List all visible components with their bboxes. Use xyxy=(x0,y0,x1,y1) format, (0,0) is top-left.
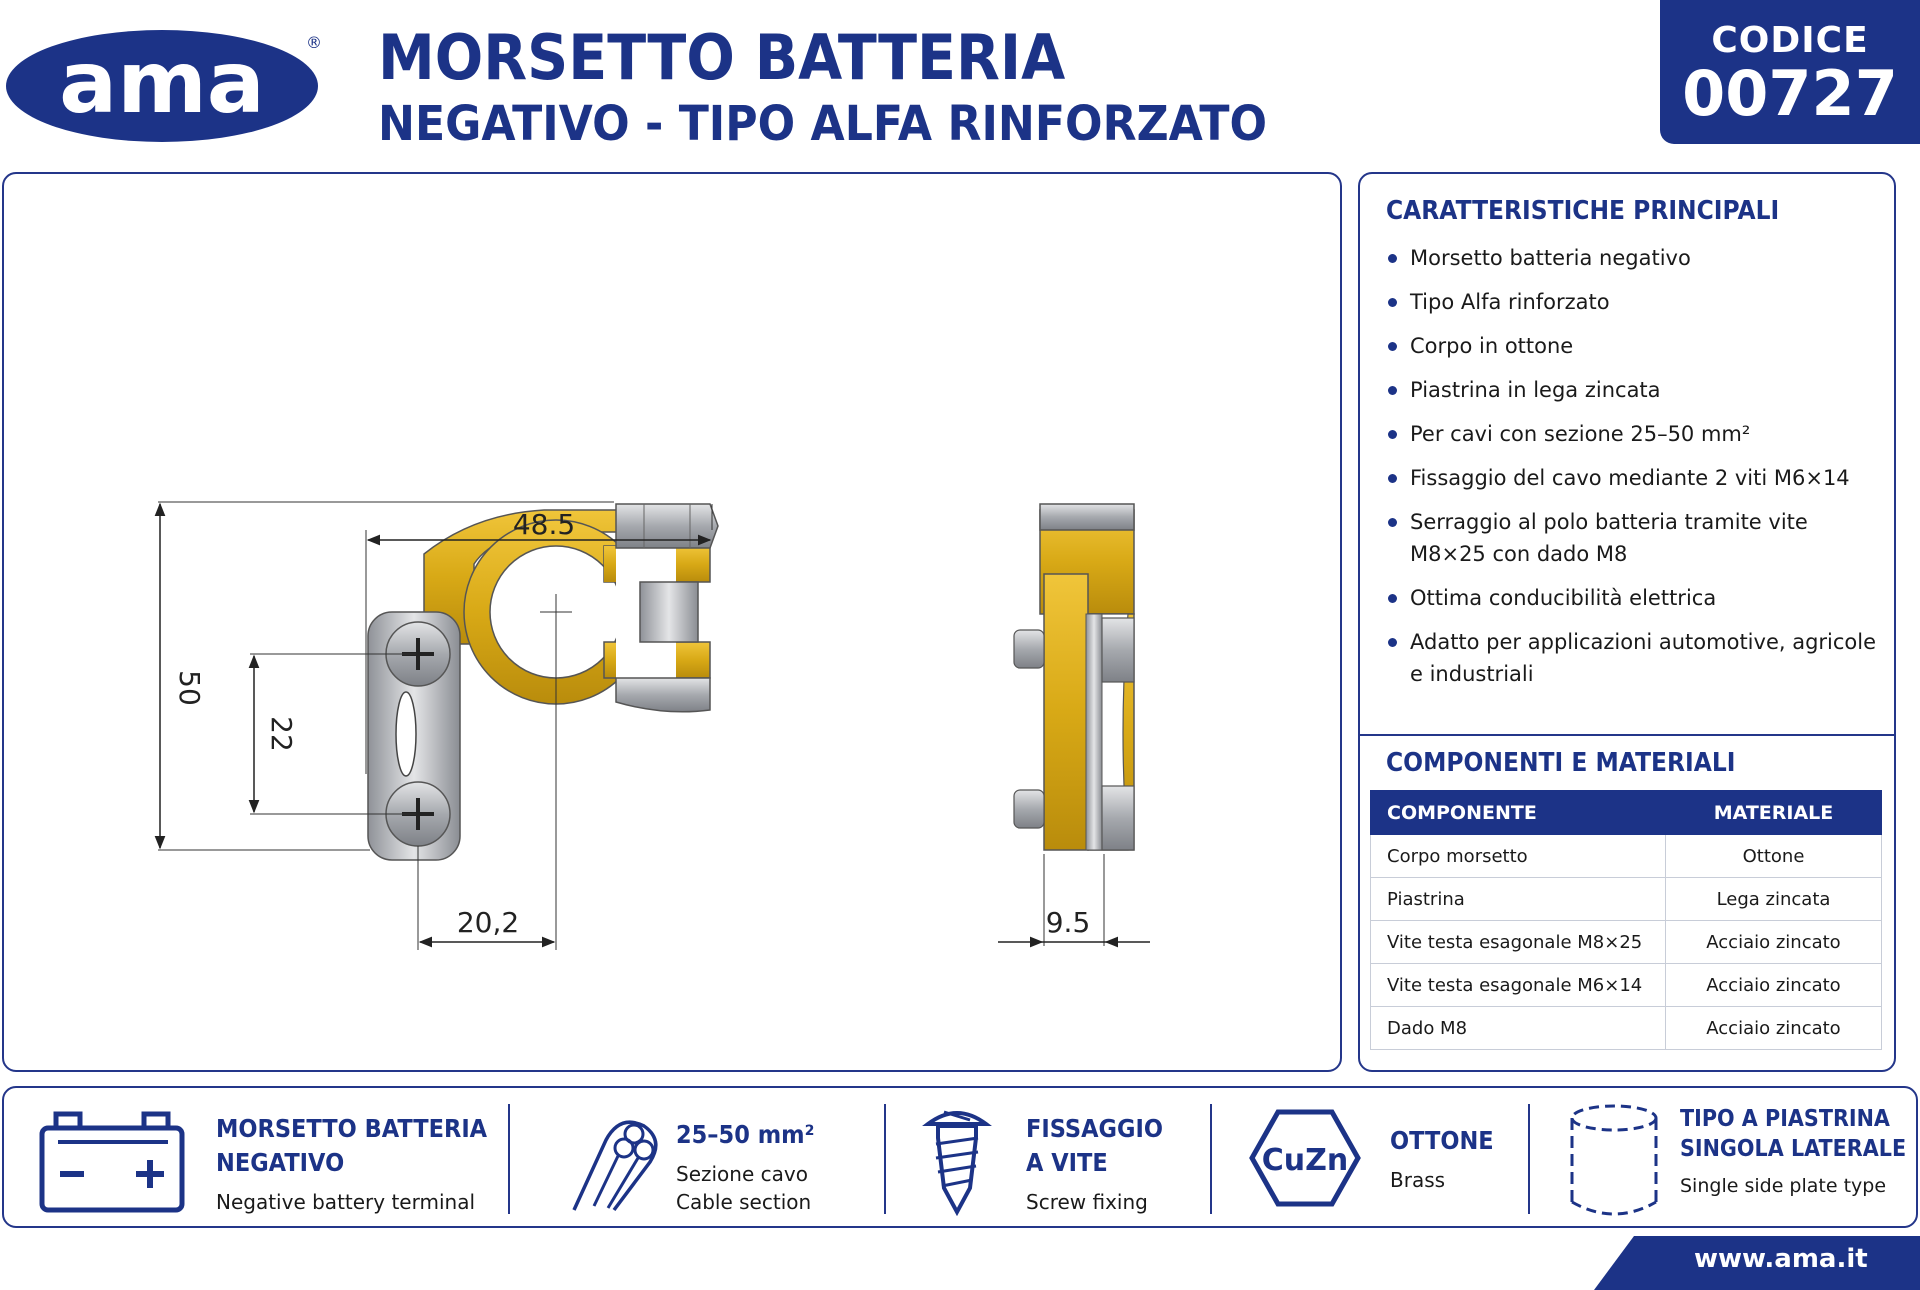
battery-sub: Negative battery terminal xyxy=(216,1190,476,1214)
material-cell: Acciaio zincato xyxy=(1666,921,1882,964)
dim-height-label: 50 xyxy=(173,670,206,706)
cuzn-badge-text: CuZn xyxy=(1261,1143,1349,1178)
battery-title-1: MORSETTO BATTERIA xyxy=(216,1114,488,1143)
side-view xyxy=(998,504,1150,1018)
technical-drawing xyxy=(4,174,1340,1070)
feature-item: Per cavi con sezione 25–50 mm² xyxy=(1386,418,1886,450)
col-material-header: MATERIALE xyxy=(1666,791,1882,835)
features-title: CARATTERISTICHE PRINCIPALI xyxy=(1386,196,1780,226)
panel-divider xyxy=(1360,734,1894,736)
cable-sub-1: Sezione cavo xyxy=(676,1162,808,1186)
feature-item: Ottima conducibilità elettrica xyxy=(1386,582,1886,614)
feature-strip xyxy=(2,1086,1918,1228)
feature-item: Tipo Alfa rinforzato xyxy=(1386,286,1886,318)
registered-mark: ® xyxy=(306,33,322,52)
cable-title: 25–50 mm² xyxy=(676,1120,815,1149)
component-cell: Corpo morsetto xyxy=(1371,835,1666,878)
feature-item: Serraggio al polo batteria tramite vite M8×25 con dado M8 xyxy=(1386,506,1886,570)
brass-title: OTTONE xyxy=(1390,1126,1494,1155)
screw-sub: Screw fixing xyxy=(1026,1190,1148,1214)
component-cell: Vite testa esagonale M6×14 xyxy=(1371,964,1666,1007)
screw-title-1: FISSAGGIO xyxy=(1026,1114,1163,1143)
product-code-box xyxy=(1660,0,1920,144)
code-label: CODICE xyxy=(1711,20,1869,61)
ama-logo xyxy=(4,26,326,144)
header-title xyxy=(378,22,1344,154)
front-view xyxy=(158,502,718,950)
components-table xyxy=(1370,790,1882,1050)
material-cell: Acciaio zincato xyxy=(1666,964,1882,1007)
table-row xyxy=(1371,921,1882,964)
table-row xyxy=(1371,964,1882,1007)
plate-sub: Single side plate type xyxy=(1680,1175,1887,1197)
material-cell: Ottone xyxy=(1666,835,1882,878)
separator xyxy=(1528,1104,1530,1214)
screw-icon xyxy=(922,1104,992,1216)
separator xyxy=(508,1104,510,1214)
table-header-row xyxy=(1371,791,1882,835)
title-line-2: NEGATIVO - TIPO ALFA RINFORZATO xyxy=(378,96,1268,152)
code-value: 00727 xyxy=(1682,57,1898,130)
components-title: COMPONENTI E MATERIALI xyxy=(1386,748,1736,778)
plate-cylinder-icon xyxy=(1566,1102,1662,1218)
brass-sub: Brass xyxy=(1390,1168,1446,1192)
plate-title-2: SINGOLA LATERALE xyxy=(1680,1136,1907,1162)
col-component-header: COMPONENTE xyxy=(1371,791,1666,835)
hexagon-badge-icon xyxy=(1248,1108,1362,1208)
dim-offset-label: 20,2 xyxy=(456,906,520,939)
material-cell: Lega zincata xyxy=(1666,878,1882,921)
table-row xyxy=(1371,878,1882,921)
table-row xyxy=(1371,835,1882,878)
feature-item: Fissaggio del cavo mediante 2 viti M6×14 xyxy=(1386,462,1886,494)
technical-drawing-panel xyxy=(2,172,1342,1072)
separator xyxy=(1210,1104,1212,1214)
dim-width-label: 48.5 xyxy=(512,508,576,541)
battery-title-2: NEGATIVO xyxy=(216,1148,345,1177)
feature-item: Morsetto batteria negativo xyxy=(1386,242,1886,274)
feature-item: Corpo in ottone xyxy=(1386,330,1886,362)
component-cell: Dado M8 xyxy=(1371,1007,1666,1050)
dim-spacing-label: 22 xyxy=(265,716,298,752)
feature-item: Adatto per applicazioni automotive, agricole e industriali xyxy=(1386,626,1886,690)
dim-side-label: 9.5 xyxy=(1045,906,1091,939)
separator xyxy=(884,1104,886,1214)
component-cell: Vite testa esagonale M8×25 xyxy=(1371,921,1666,964)
features-list xyxy=(1386,242,1886,702)
title-line-1: MORSETTO BATTERIA xyxy=(378,21,1066,94)
logo-text: ama xyxy=(59,33,265,133)
cable-sub-2: Cable section xyxy=(676,1190,812,1214)
screw-title-2: A VITE xyxy=(1026,1148,1108,1177)
info-panel xyxy=(1358,172,1896,1072)
material-cell: Acciaio zincato xyxy=(1666,1007,1882,1050)
table-row xyxy=(1371,1007,1882,1050)
feature-item: Piastrina in lega zincata xyxy=(1386,374,1886,406)
plate-title-1: TIPO A PIASTRINA xyxy=(1680,1106,1890,1132)
component-cell: Piastrina xyxy=(1371,878,1666,921)
battery-icon xyxy=(38,1106,188,1214)
website-link[interactable]: www.ama.it xyxy=(1694,1244,1868,1274)
cable-icon xyxy=(560,1106,670,1216)
